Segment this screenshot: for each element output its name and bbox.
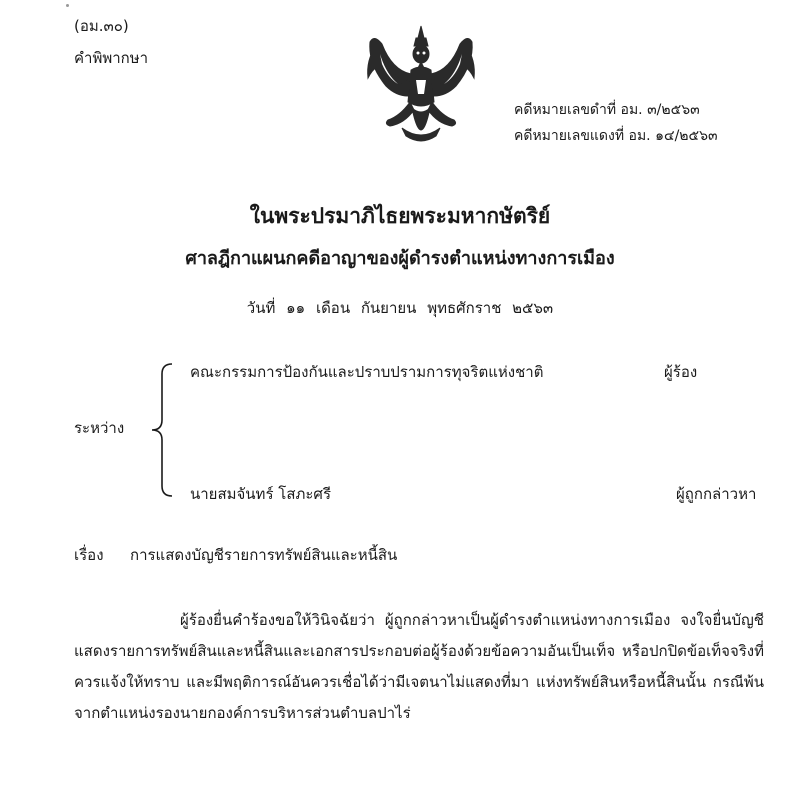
between-label: ระหว่าง [74,419,125,437]
petitioner-role: ผู้ร้อง [664,363,698,381]
respondent-role: ผู้ถูกกล่าวหา [676,485,757,503]
judgment-date: วันที่ ๑๑ เดือน กันยายน พุทธศักราช ๒๕๖๓ [246,299,554,317]
petitioner-name: คณะกรรมการป้องกันและปราบปรามการทุจริตแห่งชาติ [190,363,544,381]
document-type: คำพิพากษา [74,49,149,67]
court-name: ศาลฎีกาแผนกคดีอาญาของผู้ดำรงตำแหน่งทางการเมือง [185,248,615,269]
form-code: (อม.๓๐) [74,17,129,35]
scan-speck [66,4,69,7]
subject-text: การแสดงบัญชีรายการทรัพย์สินและหนี้สิน [130,546,398,564]
respondent-name: นายสมจันทร์ โสภะศรี [190,485,331,503]
subject-label: เรื่อง [74,546,104,564]
royal-title: ในพระปรมาภิไธยพระมหากษัตริย์ [249,204,551,228]
judgment-body-paragraph: ผู้ร้องยื่นคำร้องขอให้วินิจฉัยว่า ผู้ถูกกล่าวหาเป็นผู้ดำรงตำแหน่งทางการเมือง จงใจยื่นบัญชีแสดงรายการทรัพย์สินและหนี้สินและเอกสารประกอบต่อผู้ร้องด้วยข้อความอันเป็นเท็จ หรือปกปิดข้อเท็จจริงที่ควรแจ้งให้ทราบ และมีพฤติการณ์อันควรเชื่อได้ว่ามีเจตนาไม่แสดงที่มา แห่งทรัพย์สินหรือหนี้สินนั้น กรณีพ้นจากตำแหน่งรองนายกองค์การบริหารส่วนตำบลปาไร่ [74,611,764,722]
garuda-emblem-icon [362,24,480,152]
party-brace [148,362,178,498]
red-case-number: คดีหมายเลขแดงที่ อม. ๑๔/๒๕๖๓ [514,128,718,144]
black-case-number: คดีหมายเลขดำที่ อม. ๓/๒๕๖๓ [514,102,700,118]
